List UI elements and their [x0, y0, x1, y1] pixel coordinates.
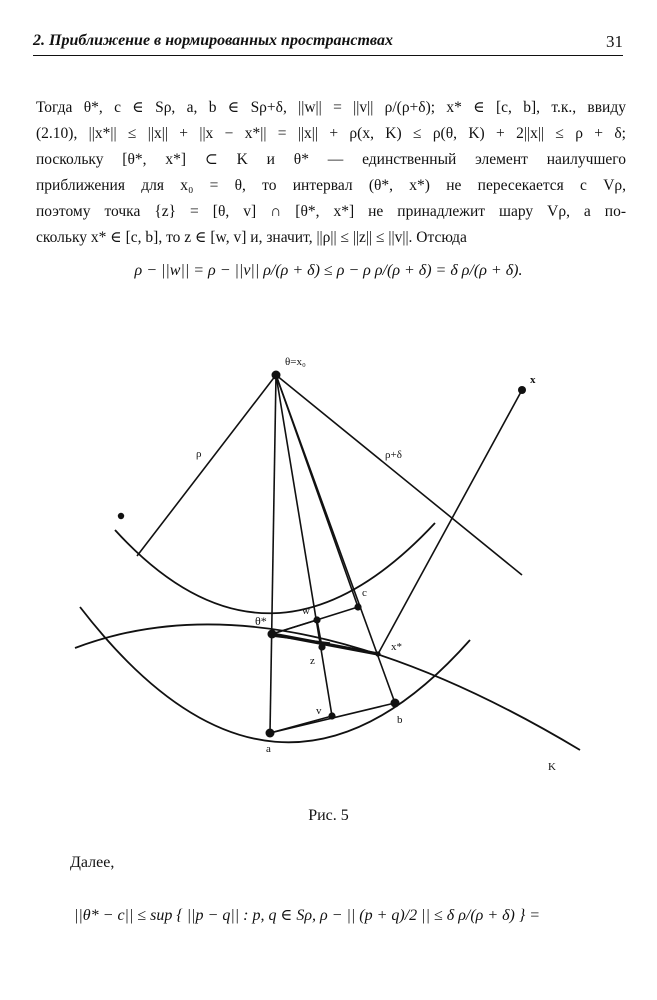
radius-rho-line: [137, 375, 276, 556]
label-theta-x0: θ=x₀: [285, 356, 306, 368]
paragraph-line: Тогда θ*, c ∈ Sρ, a, b ∈ Sρ+δ, ||w|| = ||v|| ρ/(ρ+δ); x* ∈ [c, b], т.к., ввиду: [36, 99, 626, 116]
label-k: K: [548, 761, 556, 773]
sphere-rho-delta-arc: [80, 607, 470, 742]
chapter-title: 2. Приближение в нормированных пространствах: [33, 32, 393, 49]
paragraph-line: скольку x* ∈ [c, b], то z ∈ [w, v] и, значит, ||ρ|| ≤ ||z|| ≤ ||v||. Отсюда: [36, 229, 467, 246]
label-theta-star: θ*: [255, 614, 267, 628]
point-theta-star: [268, 630, 277, 639]
display-equation-1: ρ − ||w|| = ρ − ||v|| ρ/(ρ + δ) ≤ ρ − ρ ρ/(ρ + δ) = δ ρ/(ρ + δ).: [134, 262, 523, 279]
paragraph-line: приближения для x₀ = θ, то интервал (θ*, x*) не пересекается с Vρ,: [36, 177, 626, 194]
paragraph-line: поскольку [θ*, x*] ⊂ K и θ* — единственный элемент наилучшего: [36, 151, 626, 168]
label-w: w: [302, 605, 310, 617]
paragraph-line: (2.10), ||x*|| ≤ ||x|| + ||x − x*|| = ||x|| + ρ(x, K) ≤ ρ(θ, K) + 2||x|| ≤ ρ + δ;: [36, 125, 626, 142]
point-c: [354, 603, 361, 610]
point-w: [313, 616, 320, 623]
segment-x-xstar: [378, 390, 522, 654]
segment-a-v: [270, 716, 332, 733]
label-rho: ρ: [196, 448, 202, 460]
paragraph-line: поэтому точка {z} = [θ, v] ∩ [θ*, x*] не принадлежит шару Vρ, а по-: [36, 203, 626, 220]
sphere-rho-arc: [115, 523, 435, 613]
point-x-star: [375, 651, 380, 656]
paragraph-dalee: Далее,: [70, 854, 115, 871]
ray-to-a: [270, 375, 276, 733]
point-v: [328, 712, 335, 719]
ray-to-v: [276, 375, 332, 716]
label-x-star: x*: [391, 641, 402, 653]
point-z: [318, 643, 325, 650]
point-x: [518, 386, 526, 394]
figure-caption: Рис. 5: [308, 807, 349, 824]
point-a: [266, 729, 275, 738]
label-z: z: [310, 655, 315, 667]
label-a: a: [266, 743, 271, 755]
page-number: 31: [606, 32, 623, 51]
label-b: b: [397, 714, 403, 726]
label-rho-delta: ρ+δ: [385, 449, 402, 461]
label-v: v: [316, 705, 322, 717]
display-equation-2: ||θ* − c|| ≤ sup { ||p − q|| : p, q ∈ Sρ, ρ − || (p + q)/2 || ≤ δ ρ/(ρ + δ) } =: [74, 907, 541, 924]
point-stray: [118, 513, 124, 519]
segment-theta-star-x-star: [272, 634, 378, 654]
point-b: [391, 699, 400, 708]
label-c: c: [362, 587, 367, 599]
label-x: x: [530, 374, 536, 386]
point-theta: [272, 371, 281, 380]
